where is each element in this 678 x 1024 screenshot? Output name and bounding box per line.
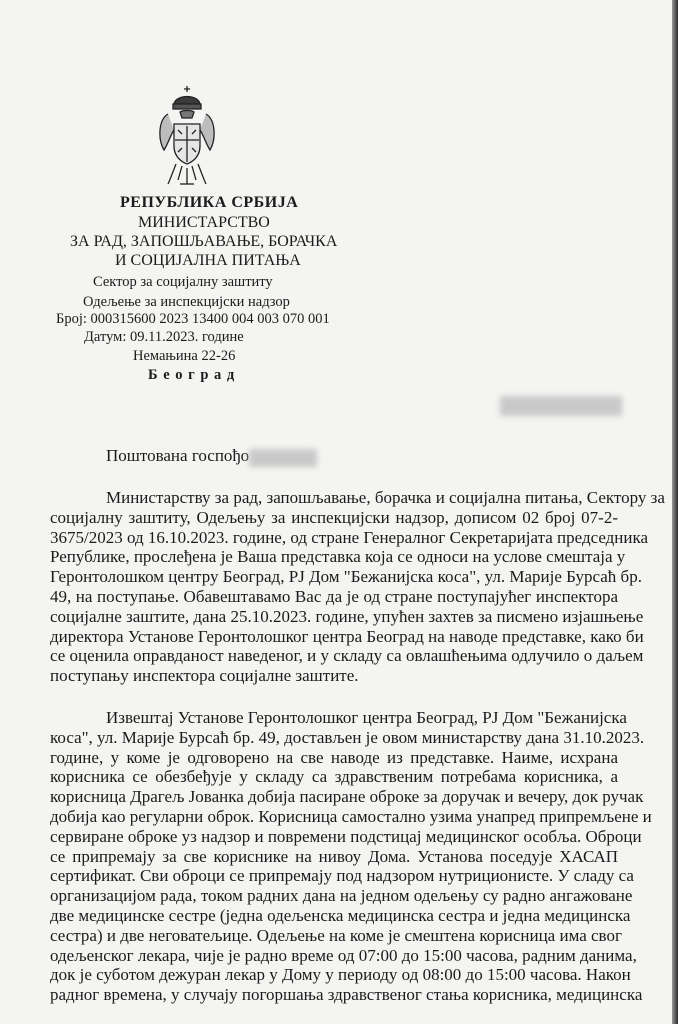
text-line: две медицинске сестре (једна одељенска медицинска сестра и једна медицинска (50, 905, 631, 925)
text-line: сервиране оброке уз надзор и повремени подстицај медицинског особља. Оброци (50, 826, 642, 846)
department-name: Одељење за инспекцијски надзор (83, 294, 290, 310)
serbian-coat-of-arms-icon (156, 84, 218, 190)
text-line: добија као регуларни оброк. Корисница самостално узима унапред припремљене и (50, 806, 652, 826)
scan-edge (672, 0, 678, 1024)
text-line: сертификат. Сви оброци се припремају под надзором нутриционисте. У сладу са (50, 866, 634, 886)
redacted-recipient (500, 396, 622, 416)
text-line: поступању инспектора социјалне заштите. (50, 666, 359, 686)
text-line: организацијом рада, током радних дана на једном одељењу су радно ангажоване (50, 886, 633, 906)
text-line: 49, на поступање. Обавештавамо Вас да је од стране поступајућег инспектора (50, 586, 618, 606)
text-line: Министарству за рад, запошљавање, борачка и социјална питања, Сектору за (106, 488, 665, 507)
text-line: одељенског лекара, чије је радно време од 07:00 до 15:00 часова, радним данима, (50, 945, 637, 965)
redacted-name (249, 449, 317, 467)
text-line: се припремају за све кориснике на нивоу Дома. Установа поседује ХАСАП (50, 846, 618, 866)
text-line: Геронтолошком центру Београд, РЈ Дом "Бежанијска коса", ул. Марије Бурсаћ бр. (50, 567, 642, 587)
text-line: радног времена, у случају погоршања здравственог стања корисника, медицинска (50, 985, 643, 1005)
text-line: Извештај Установе Геронтолошког центра Београд, РЈ Дом "Бежанијска (106, 708, 627, 727)
text-line: корисника се обезбеђује у складу са здравственим потребама корисника, а (50, 767, 618, 787)
text-line: 3675/2023 од 16.10.2023. године, од стране Генералног Секретаријата председника (50, 527, 649, 547)
text-line: док је суботом дежуран лекар у Дому у периоду од 08:00 до 15:00 часова. Након (50, 965, 631, 985)
reference-number: Број: 000315600 2023 13400 004 003 070 001 (56, 311, 330, 327)
text-line: социјалну заштиту, Одељењу за инспекцијски надзор, дописом 02 број 07-2- (50, 507, 618, 527)
greeting-text: Поштована госпођо (106, 446, 250, 465)
ministry-line-3: И СОЦИЈАЛНА ПИТАЊА (115, 252, 301, 269)
text-line: године, у коме је одговорено на све наводе из представке. Наиме, исхрана (50, 747, 618, 767)
ministry-line-2: ЗА РАД, ЗАПОШЉАВАЊЕ, БОРАЧКА (70, 233, 338, 250)
text-line: корисница Драгељ Јованка добија пасиране оброке за доручак и вечеру, док ручак (50, 787, 644, 807)
text-line: се оценила оправданост наведеног, и у складу са овлашћењима одлучило о даљем (50, 646, 644, 666)
city: Б е о г р а д (148, 367, 236, 383)
text-line: Републике, прослеђена је Ваша представка која се односи на услове смештаја у (50, 547, 626, 567)
paragraph-2 (50, 708, 652, 1005)
text-line: сестра) и две неговатељице. Одељење на коме је смештена корисница има свог (50, 925, 622, 945)
paragraph-1 (50, 488, 665, 686)
text-line: социјалне заштите, дана 25.10.2023. године, упућен захтев за писмено изјашњење (50, 606, 644, 626)
text-line: директора Установе Геронтолошког центра Београд на наводе представке, како би (50, 626, 644, 646)
greeting (106, 446, 249, 466)
address: Немањина 22-26 (133, 348, 236, 364)
text-line: коса", ул. Марије Бурсаћ бр. 49, достављен је овом министарству дана 31.10.2023. (50, 727, 645, 747)
ministry-line-1: МИНИСТАРСТВО (138, 214, 270, 231)
sector-name: Сектор за социјалну заштиту (93, 274, 273, 290)
document-date: Датум: 09.11.2023. године (84, 329, 244, 345)
country-name: РЕПУБЛИКА СРБИЈА (120, 194, 299, 211)
